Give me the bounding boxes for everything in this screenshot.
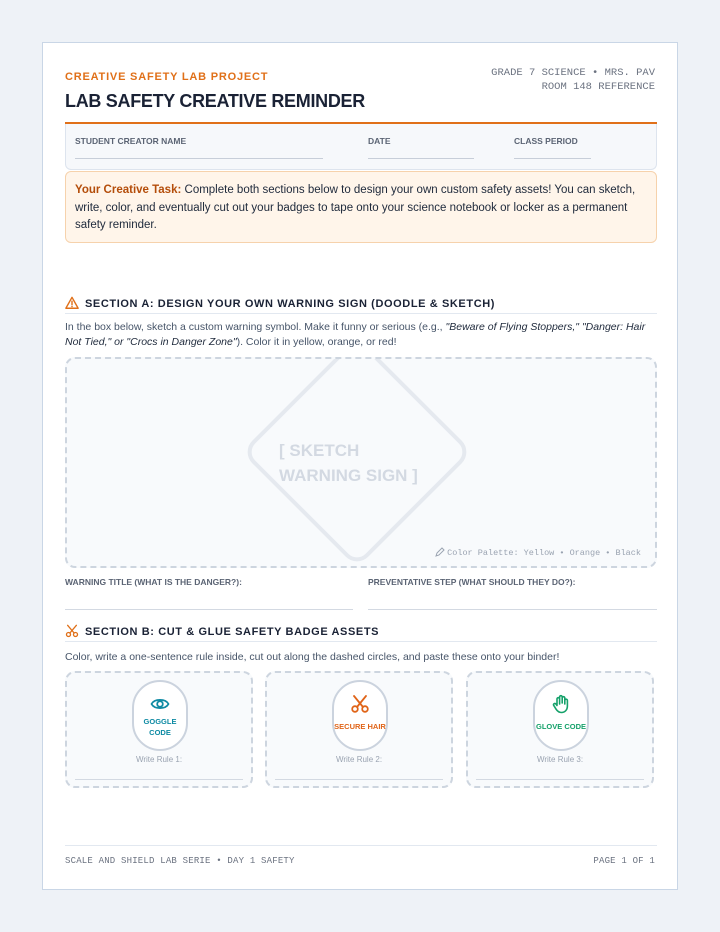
date-line[interactable]	[368, 158, 474, 159]
badge-rule-prompt: Write Rule 1:	[135, 755, 183, 764]
eye-icon	[150, 694, 170, 714]
badge-rule-line[interactable]	[476, 779, 644, 780]
section-b-heading	[65, 624, 657, 642]
badge-name	[529, 721, 593, 732]
footer-page-number: PAGE 1 OF 1	[593, 856, 655, 866]
hand-icon	[551, 694, 571, 714]
class-info-line-2: ROOM 148 REFERENCE	[541, 81, 655, 93]
creative-task-callout	[65, 171, 657, 243]
page-title: LAB SAFETY CREATIVE REMINDER	[65, 91, 365, 111]
class-info	[491, 66, 655, 94]
section-a-title: SECTION A: DESIGN YOUR OWN WARNING SIGN (DOODLE & SKETCH)	[85, 298, 496, 310]
class-period-line[interactable]	[514, 158, 591, 159]
badge-name-line-1: SECURE HAIR	[334, 722, 386, 731]
section-a-desc-examples: "Beware of Flying Stoppers," "Danger: Hair Not Tied," or "Crocs in Danger Zone"	[65, 321, 646, 348]
date-label: DATE	[368, 136, 391, 146]
sketch-area[interactable]	[65, 357, 657, 568]
section-a-heading	[65, 296, 657, 314]
class-period-label: CLASS PERIOD	[514, 136, 578, 146]
footer-divider	[65, 845, 657, 846]
worksheet-page	[42, 42, 678, 890]
badge-name	[328, 721, 392, 732]
task-lead: Your Creative Task:	[75, 184, 182, 196]
badge-pill	[332, 680, 388, 751]
section-a-desc-start: In the box below, sketch a custom warning symbol. Make it funny or serious (e.g.,	[65, 321, 446, 333]
badge-rule-line[interactable]	[275, 779, 443, 780]
badge-name	[128, 716, 192, 738]
pencil-icon	[435, 547, 445, 557]
scissors-icon	[350, 694, 370, 714]
badge-pill	[533, 680, 589, 751]
section-b-instructions: Color, write a one-sentence rule inside, cut out along the dashed circles, and paste these onto your binder!	[65, 651, 560, 663]
footer-series: SCALE AND SHIELD LAB SERIE • DAY 1 SAFETY	[65, 856, 295, 866]
creator-name-line[interactable]	[75, 158, 323, 159]
sketch-placeholder-line-1: [ SKETCH	[279, 441, 360, 460]
class-info-line-1: GRADE 7 SCIENCE • MRS. PAV	[491, 67, 655, 79]
section-a-desc-end: ). Color it in yellow, orange, or red!	[236, 336, 397, 348]
badge-name-line-1: GOGGLE	[143, 717, 177, 726]
badge-pill	[132, 680, 188, 751]
project-subtitle: CREATIVE SAFETY LAB PROJECT	[65, 71, 269, 83]
color-palette-note	[435, 547, 641, 558]
badge-rule-prompt: Write Rule 3:	[536, 755, 584, 764]
section-b-title: SECTION B: CUT & GLUE SAFETY BADGE ASSETS	[85, 626, 380, 638]
warning-title-line[interactable]	[65, 609, 353, 610]
section-a-instructions	[65, 320, 657, 350]
preventative-step-line[interactable]	[368, 609, 657, 610]
task-body: Complete both sections below to design your own custom safety assets! You can sketch, write, color, and eventually cut out your badges to tape onto your science notebook or locker as a permanent safety reminder.	[75, 184, 636, 231]
badge-glove-code[interactable]	[466, 671, 654, 788]
warning-triangle-icon	[65, 296, 79, 310]
preventative-step-label: PREVENTATIVE STEP (WHAT SHOULD THEY DO?):	[368, 577, 576, 587]
sketch-placeholder	[279, 438, 418, 488]
badge-name-line-2: CODE	[149, 728, 171, 737]
sketch-placeholder-line-2: WARNING SIGN ]	[279, 466, 418, 485]
badge-secure-hair[interactable]	[265, 671, 453, 788]
scissors-icon	[65, 624, 79, 638]
badge-rule-line[interactable]	[75, 779, 243, 780]
badge-rule-prompt: Write Rule 2:	[335, 755, 383, 764]
creator-name-label: STUDENT CREATOR NAME	[75, 136, 187, 146]
color-palette-text: Color Palette: Yellow • Orange • Black	[447, 548, 641, 558]
badge-name-line-1: GLOVE CODE	[535, 722, 586, 731]
student-info-fields	[65, 124, 657, 170]
badge-goggle-code[interactable]	[65, 671, 253, 788]
warning-title-label: WARNING TITLE (WHAT IS THE DANGER?):	[65, 577, 242, 587]
